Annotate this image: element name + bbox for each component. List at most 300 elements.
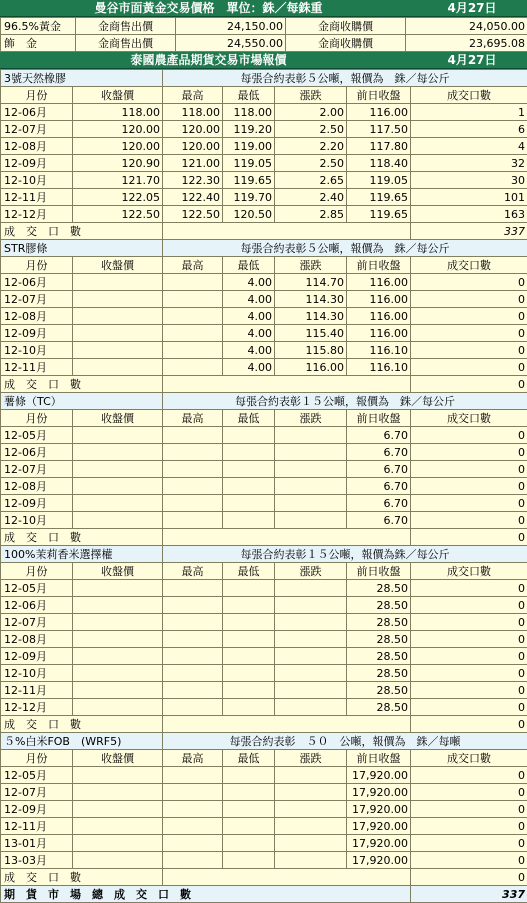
- value-cell: 6.70: [347, 461, 411, 478]
- value-cell: [163, 444, 223, 461]
- gold-buy-value: 23,695.08: [406, 35, 527, 52]
- summary-value: 0: [411, 716, 527, 733]
- value-cell: 122.05: [73, 189, 163, 206]
- value-cell: 17,920.00: [347, 767, 411, 784]
- futures-title: 泰國農產品期貨交易市場報價: [0, 52, 417, 68]
- value-cell: [163, 478, 223, 495]
- value-cell: 6.70: [347, 512, 411, 529]
- value-cell: [73, 699, 163, 716]
- value-cell: [163, 801, 223, 818]
- month-cell: 12-11月: [1, 359, 73, 376]
- value-cell: [73, 580, 163, 597]
- value-cell: [223, 614, 275, 631]
- value-cell: [163, 461, 223, 478]
- gold-date: 4月27日: [417, 0, 527, 16]
- column-header: 最低: [223, 750, 275, 767]
- section-note: 每張合約表彰５公噸，報價為 銖／每公斤: [163, 240, 527, 257]
- value-cell: [73, 461, 163, 478]
- value-cell: [163, 835, 223, 852]
- column-header: 成交口數: [411, 410, 527, 427]
- gold-sell-label: 金商售出價: [76, 18, 176, 35]
- value-cell: [223, 580, 275, 597]
- column-header: 月份: [1, 87, 73, 104]
- value-cell: 116.00: [347, 325, 411, 342]
- value-cell: 0: [411, 784, 527, 801]
- value-cell: [163, 597, 223, 614]
- value-cell: 0: [411, 444, 527, 461]
- table-row: [1, 597, 527, 614]
- table-row: [1, 444, 527, 461]
- value-cell: 115.40: [275, 325, 347, 342]
- summary-row: [1, 376, 527, 393]
- value-cell: [73, 801, 163, 818]
- value-cell: 120.00: [73, 138, 163, 155]
- value-cell: [223, 801, 275, 818]
- value-cell: [73, 325, 163, 342]
- value-cell: [223, 444, 275, 461]
- value-cell: [275, 852, 347, 869]
- gold-sell-label: 金商售出價: [76, 35, 176, 52]
- value-cell: 6.70: [347, 444, 411, 461]
- table-row: [1, 478, 527, 495]
- value-cell: [73, 835, 163, 852]
- column-header: 最高: [163, 257, 223, 274]
- total-row: [1, 886, 527, 903]
- value-cell: 116.10: [347, 342, 411, 359]
- value-cell: 119.65: [223, 172, 275, 189]
- value-cell: [163, 682, 223, 699]
- section-name: STR膠條: [1, 240, 163, 257]
- table-row: [1, 784, 527, 801]
- value-cell: [73, 342, 163, 359]
- value-cell: 30: [411, 172, 527, 189]
- value-cell: 6: [411, 121, 527, 138]
- value-cell: 120.50: [223, 206, 275, 223]
- month-cell: 12-07月: [1, 291, 73, 308]
- table-row: [1, 189, 527, 206]
- column-header: 最低: [223, 257, 275, 274]
- table-row: [1, 580, 527, 597]
- table-row: [1, 308, 527, 325]
- column-header: 成交口數: [411, 257, 527, 274]
- value-cell: 101: [411, 189, 527, 206]
- gold-buy-value: 24,050.00: [406, 18, 527, 35]
- value-cell: [163, 308, 223, 325]
- value-cell: 0: [411, 699, 527, 716]
- value-cell: 28.50: [347, 597, 411, 614]
- value-cell: 17,920.00: [347, 818, 411, 835]
- value-cell: 119.05: [347, 172, 411, 189]
- value-cell: [163, 495, 223, 512]
- value-cell: 114.70: [275, 274, 347, 291]
- value-cell: [163, 767, 223, 784]
- value-cell: [223, 631, 275, 648]
- value-cell: [275, 835, 347, 852]
- value-cell: [163, 784, 223, 801]
- month-cell: 12-09月: [1, 648, 73, 665]
- column-header: 收盤價: [73, 257, 163, 274]
- month-cell: 12-07月: [1, 784, 73, 801]
- summary-row: [1, 716, 527, 733]
- value-cell: 0: [411, 427, 527, 444]
- value-cell: 118.00: [73, 104, 163, 121]
- month-cell: 12-10月: [1, 342, 73, 359]
- table-row: [1, 495, 527, 512]
- value-cell: 119.20: [223, 121, 275, 138]
- value-cell: [275, 665, 347, 682]
- table-row: [1, 512, 527, 529]
- value-cell: [275, 818, 347, 835]
- value-cell: 0: [411, 801, 527, 818]
- column-header: 最低: [223, 563, 275, 580]
- table-row: [1, 359, 527, 376]
- value-cell: 0: [411, 359, 527, 376]
- value-cell: 118.40: [347, 155, 411, 172]
- value-cell: [223, 461, 275, 478]
- value-cell: [275, 631, 347, 648]
- summary-row: [1, 529, 527, 546]
- table-row: [1, 852, 527, 869]
- total-value: 337: [411, 886, 527, 903]
- table-row: [1, 835, 527, 852]
- section-name: ５%白米FOB (WRF5): [1, 733, 163, 750]
- column-header: 最高: [163, 750, 223, 767]
- value-cell: 122.40: [163, 189, 223, 206]
- value-cell: [163, 665, 223, 682]
- value-cell: [73, 291, 163, 308]
- value-cell: 32: [411, 155, 527, 172]
- value-cell: [73, 495, 163, 512]
- value-cell: 0: [411, 274, 527, 291]
- value-cell: 120.00: [73, 121, 163, 138]
- value-cell: [223, 835, 275, 852]
- month-cell: 12-07月: [1, 461, 73, 478]
- gold-unit: 單位：銖／每銖重: [227, 1, 323, 15]
- column-header: 前日收盤: [347, 750, 411, 767]
- value-cell: [73, 631, 163, 648]
- value-cell: 28.50: [347, 682, 411, 699]
- summary-spacer: [163, 529, 411, 546]
- month-cell: 12-09月: [1, 495, 73, 512]
- column-header: 收盤價: [73, 410, 163, 427]
- month-cell: 12-05月: [1, 767, 73, 784]
- value-cell: [275, 784, 347, 801]
- value-cell: 4: [411, 138, 527, 155]
- total-label: 期 貨 市 場 總 成 交 口 數: [1, 886, 411, 903]
- value-cell: 4.00: [223, 359, 275, 376]
- column-header-row: [1, 410, 527, 427]
- value-cell: 0: [411, 767, 527, 784]
- column-header-row: [1, 87, 527, 104]
- value-cell: [73, 597, 163, 614]
- value-cell: 117.80: [347, 138, 411, 155]
- value-cell: 6.70: [347, 478, 411, 495]
- table-row: [1, 818, 527, 835]
- month-cell: 12-11月: [1, 818, 73, 835]
- column-header: 成交口數: [411, 563, 527, 580]
- column-header: 漲跌: [275, 750, 347, 767]
- value-cell: 0: [411, 308, 527, 325]
- month-cell: 12-05月: [1, 427, 73, 444]
- value-cell: [275, 699, 347, 716]
- value-cell: [73, 274, 163, 291]
- value-cell: 2.50: [275, 155, 347, 172]
- value-cell: [73, 648, 163, 665]
- value-cell: [163, 342, 223, 359]
- table-row: [1, 427, 527, 444]
- value-cell: 0: [411, 665, 527, 682]
- value-cell: [163, 852, 223, 869]
- value-cell: [163, 648, 223, 665]
- gold-name: 96.5%黃金: [1, 18, 76, 35]
- value-cell: [163, 818, 223, 835]
- table-row: [1, 614, 527, 631]
- column-header: 最高: [163, 87, 223, 104]
- column-header: 月份: [1, 410, 73, 427]
- value-cell: 2.50: [275, 121, 347, 138]
- gold-title-text: 曼谷市面黃金交易價格: [94, 1, 214, 15]
- value-cell: [223, 682, 275, 699]
- value-cell: 119.65: [347, 206, 411, 223]
- value-cell: [163, 291, 223, 308]
- value-cell: 120.00: [163, 138, 223, 155]
- section-note: 每張合約表彰５公噸，報價為 銖／每公斤: [163, 70, 527, 87]
- section-header: [1, 70, 527, 87]
- column-header: 成交口數: [411, 750, 527, 767]
- month-cell: 12-06月: [1, 104, 73, 121]
- value-cell: 6.70: [347, 495, 411, 512]
- table-row: [1, 274, 527, 291]
- month-cell: 13-01月: [1, 835, 73, 852]
- value-cell: 2.20: [275, 138, 347, 155]
- value-cell: [223, 495, 275, 512]
- table-row: [1, 325, 527, 342]
- column-header: 月份: [1, 257, 73, 274]
- value-cell: [163, 325, 223, 342]
- futures-title-bar: [0, 52, 527, 69]
- value-cell: 118.00: [223, 104, 275, 121]
- value-cell: 0: [411, 512, 527, 529]
- column-header: 月份: [1, 750, 73, 767]
- value-cell: [223, 427, 275, 444]
- value-cell: 17,920.00: [347, 852, 411, 869]
- value-cell: 4.00: [223, 325, 275, 342]
- section-name: 100%茉莉香米選擇權: [1, 546, 163, 563]
- section-header: [1, 393, 527, 410]
- gold-name: 飾 金: [1, 35, 76, 52]
- month-cell: 12-08月: [1, 478, 73, 495]
- table-row: [1, 172, 527, 189]
- table-row: [1, 682, 527, 699]
- gold-buy-label: 金商收購價: [286, 35, 406, 52]
- value-cell: [73, 682, 163, 699]
- value-cell: 116.00: [275, 359, 347, 376]
- value-cell: [275, 682, 347, 699]
- value-cell: [275, 478, 347, 495]
- value-cell: [223, 478, 275, 495]
- gold-sell-value: 24,550.00: [176, 35, 286, 52]
- summary-value: 0: [411, 376, 527, 393]
- month-cell: 12-09月: [1, 155, 73, 172]
- table-row: [1, 665, 527, 682]
- month-cell: 12-07月: [1, 121, 73, 138]
- table-row: [1, 121, 527, 138]
- value-cell: [223, 767, 275, 784]
- column-header: 漲跌: [275, 410, 347, 427]
- table-row: [1, 342, 527, 359]
- value-cell: 17,920.00: [347, 784, 411, 801]
- section-name: 薯條（TC）: [1, 393, 163, 410]
- value-cell: [73, 308, 163, 325]
- value-cell: 119.70: [223, 189, 275, 206]
- value-cell: 122.30: [163, 172, 223, 189]
- value-cell: 2.85: [275, 206, 347, 223]
- table-row: [1, 699, 527, 716]
- value-cell: [223, 699, 275, 716]
- value-cell: 0: [411, 818, 527, 835]
- column-header: 收盤價: [73, 563, 163, 580]
- gold-title-bar: [0, 0, 527, 17]
- month-cell: 12-08月: [1, 631, 73, 648]
- month-cell: 12-07月: [1, 614, 73, 631]
- value-cell: 118.00: [163, 104, 223, 121]
- gold-row: [1, 18, 527, 35]
- month-cell: 12-06月: [1, 274, 73, 291]
- value-cell: [73, 818, 163, 835]
- value-cell: 6.70: [347, 427, 411, 444]
- column-header: 前日收盤: [347, 257, 411, 274]
- value-cell: [275, 512, 347, 529]
- value-cell: 0: [411, 597, 527, 614]
- value-cell: [73, 852, 163, 869]
- section-note: 每張合約表彰１５公噸，報價為 銖／每公斤: [163, 393, 527, 410]
- futures-table: [0, 69, 527, 903]
- month-cell: 12-09月: [1, 801, 73, 818]
- value-cell: 0: [411, 580, 527, 597]
- value-cell: [73, 444, 163, 461]
- column-header: 月份: [1, 563, 73, 580]
- column-header: 漲跌: [275, 87, 347, 104]
- value-cell: 115.80: [275, 342, 347, 359]
- value-cell: [73, 427, 163, 444]
- value-cell: 0: [411, 648, 527, 665]
- value-cell: 0: [411, 461, 527, 478]
- value-cell: [223, 852, 275, 869]
- month-cell: 12-05月: [1, 580, 73, 597]
- gold-row: [1, 35, 527, 52]
- value-cell: 0: [411, 614, 527, 631]
- month-cell: 12-06月: [1, 444, 73, 461]
- value-cell: 122.50: [73, 206, 163, 223]
- summary-value: 0: [411, 869, 527, 886]
- value-cell: 122.50: [163, 206, 223, 223]
- summary-spacer: [163, 716, 411, 733]
- value-cell: [73, 784, 163, 801]
- value-cell: 116.00: [347, 291, 411, 308]
- column-header: 前日收盤: [347, 563, 411, 580]
- summary-label: 成 交 口 數: [1, 716, 163, 733]
- value-cell: 119.05: [223, 155, 275, 172]
- month-cell: 12-12月: [1, 206, 73, 223]
- value-cell: 121.70: [73, 172, 163, 189]
- value-cell: [223, 665, 275, 682]
- column-header: 前日收盤: [347, 87, 411, 104]
- value-cell: [73, 512, 163, 529]
- value-cell: 0: [411, 631, 527, 648]
- value-cell: [223, 818, 275, 835]
- value-cell: 116.00: [347, 274, 411, 291]
- section-header: [1, 546, 527, 563]
- value-cell: 0: [411, 478, 527, 495]
- summary-value: 337: [411, 223, 527, 240]
- table-row: [1, 801, 527, 818]
- column-header-row: [1, 257, 527, 274]
- value-cell: 0: [411, 852, 527, 869]
- value-cell: 116.00: [347, 104, 411, 121]
- value-cell: [275, 648, 347, 665]
- table-row: [1, 104, 527, 121]
- gold-sell-value: 24,150.00: [176, 18, 286, 35]
- section-header: [1, 240, 527, 257]
- column-header-row: [1, 563, 527, 580]
- section-header: [1, 733, 527, 750]
- value-cell: [275, 427, 347, 444]
- value-cell: 4.00: [223, 342, 275, 359]
- value-cell: 4.00: [223, 274, 275, 291]
- value-cell: 28.50: [347, 699, 411, 716]
- summary-label: 成 交 口 數: [1, 529, 163, 546]
- value-cell: [163, 614, 223, 631]
- month-cell: 12-06月: [1, 597, 73, 614]
- value-cell: [275, 801, 347, 818]
- value-cell: 2.40: [275, 189, 347, 206]
- futures-date: 4月27日: [417, 52, 527, 68]
- table-row: [1, 206, 527, 223]
- summary-spacer: [163, 223, 411, 240]
- value-cell: 28.50: [347, 614, 411, 631]
- value-cell: 0: [411, 682, 527, 699]
- column-header-row: [1, 750, 527, 767]
- value-cell: 116.00: [347, 308, 411, 325]
- value-cell: 119.65: [347, 189, 411, 206]
- summary-spacer: [163, 869, 411, 886]
- month-cell: 12-08月: [1, 308, 73, 325]
- value-cell: 116.10: [347, 359, 411, 376]
- column-header: 最高: [163, 563, 223, 580]
- value-cell: [163, 359, 223, 376]
- month-cell: 12-12月: [1, 699, 73, 716]
- column-header: 漲跌: [275, 257, 347, 274]
- value-cell: 114.30: [275, 291, 347, 308]
- column-header: 漲跌: [275, 563, 347, 580]
- month-cell: 12-11月: [1, 189, 73, 206]
- column-header: 成交口數: [411, 87, 527, 104]
- value-cell: 28.50: [347, 631, 411, 648]
- value-cell: 28.50: [347, 580, 411, 597]
- gold-buy-label: 金商收購價: [286, 18, 406, 35]
- value-cell: [163, 580, 223, 597]
- summary-row: [1, 223, 527, 240]
- column-header: 最低: [223, 410, 275, 427]
- value-cell: [223, 597, 275, 614]
- value-cell: 163: [411, 206, 527, 223]
- summary-label: 成 交 口 數: [1, 223, 163, 240]
- value-cell: 2.00: [275, 104, 347, 121]
- value-cell: 0: [411, 495, 527, 512]
- table-row: [1, 461, 527, 478]
- value-cell: [163, 631, 223, 648]
- value-cell: 17,920.00: [347, 835, 411, 852]
